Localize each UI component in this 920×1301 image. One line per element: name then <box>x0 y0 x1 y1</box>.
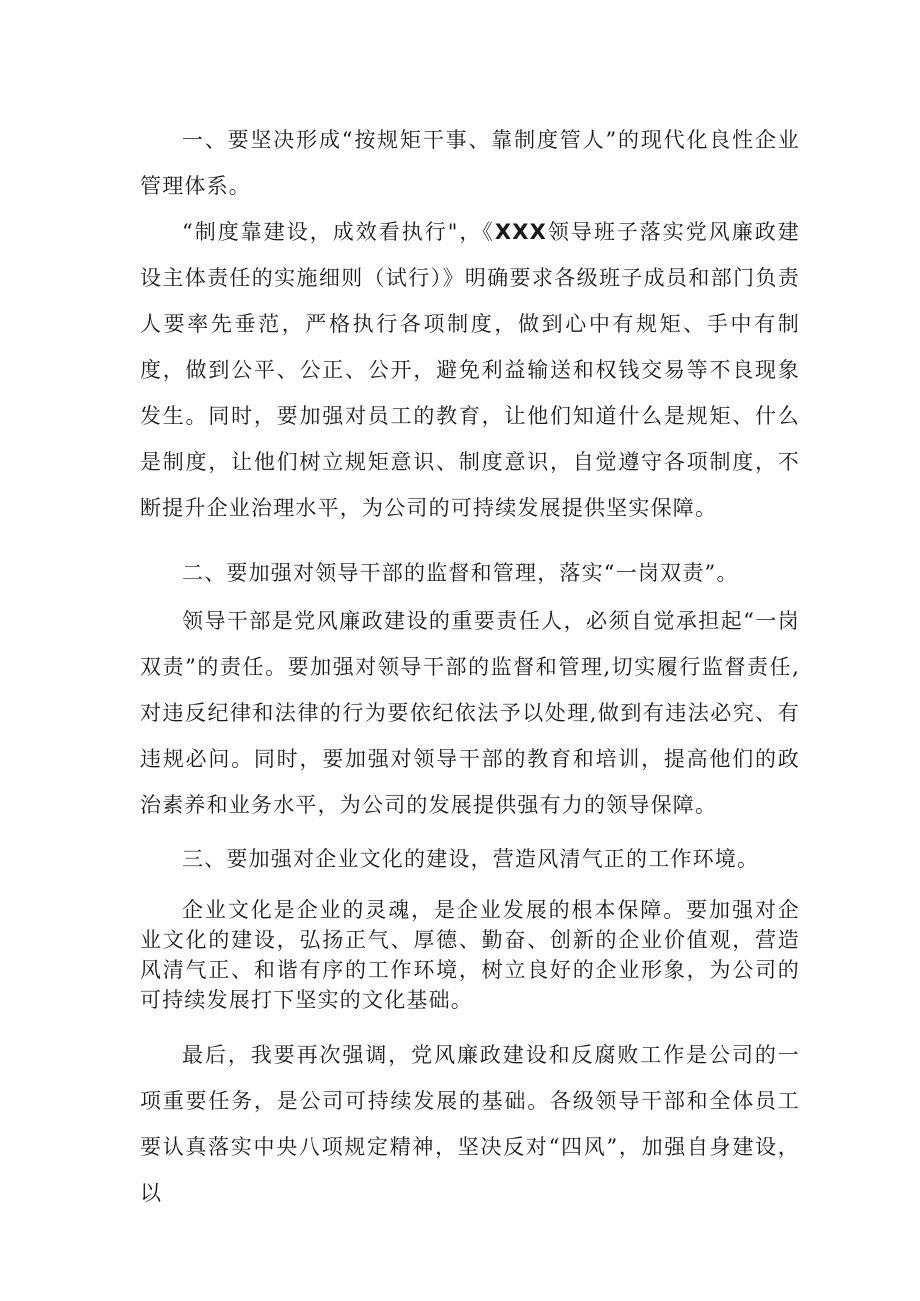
paragraph-leader-supervision: 领导干部是党风廉政建设的重要责任人，必须自觉承担起“一岗双责”的责任。要加强对领导干部的监督和管理,切实履行监督责任,对违反纪律和法律的行为要依纪依法予以处理,做到有违法必究、有违规必问。同时，要加强对领导干部的教育和培训，提高他们的政治素养和业务水平，为公司的发展提供强有力的领导保障。 <box>140 609 800 817</box>
paragraph-conclusion: 最后，我要再次强调，党风廉政建设和反腐败工作是公司的一项重要任务，是公司可持续发展的基础。各级领导干部和全体员工要认真落实中央八项规定精神，坚决反对“四风”，加强自身建设，以 <box>140 1043 800 1205</box>
paragraph-text-after: 领导班子落实党风廉政建设主体责任的实施细则（试行）》明确要求各级班子成员和部门负责人要率先垂范，严格执行各项制度，做到心中有规矩、手中有制度，做到公平、公正、公开，避免利益输送和权钱交易等不良现象发生。同时，要加强对员工的教育，让他们知道什么是规矩、什么是制度，让他们树立规矩意识、制度意识，自觉遵守各项制度，不断提升企业治理水平，为公司的可持续发展提供坚实保障。 <box>140 220 800 520</box>
paragraph-corporate-culture: 企业文化是企业的灵魂，是企业发展的根本保障。要加强对企业文化的建设，弘扬正气、厚德、勤奋、创新的企业价值观，营造风清气正、和谐有序的工作环境，树立良好的企业形象，为公司的可持续发展打下坚实的文化基础。 <box>140 898 800 1012</box>
heading-section-three: 三、要加强对企业文化的建设，营造风清气正的工作环境。 <box>182 847 760 871</box>
heading-section-two: 二、要加强对领导干部的监督和管理，落实“一岗双责”。 <box>182 561 739 585</box>
paragraph-text-before: “制度靠建设，成效看执行"，《 <box>182 220 495 244</box>
placeholder-org-name: XXX <box>494 220 548 244</box>
heading-section-one: 一、要坚决形成“按规矩干事、靠制度管人”的现代化良性企业管理体系。 <box>140 128 800 198</box>
paragraph-system-execution <box>140 209 800 531</box>
